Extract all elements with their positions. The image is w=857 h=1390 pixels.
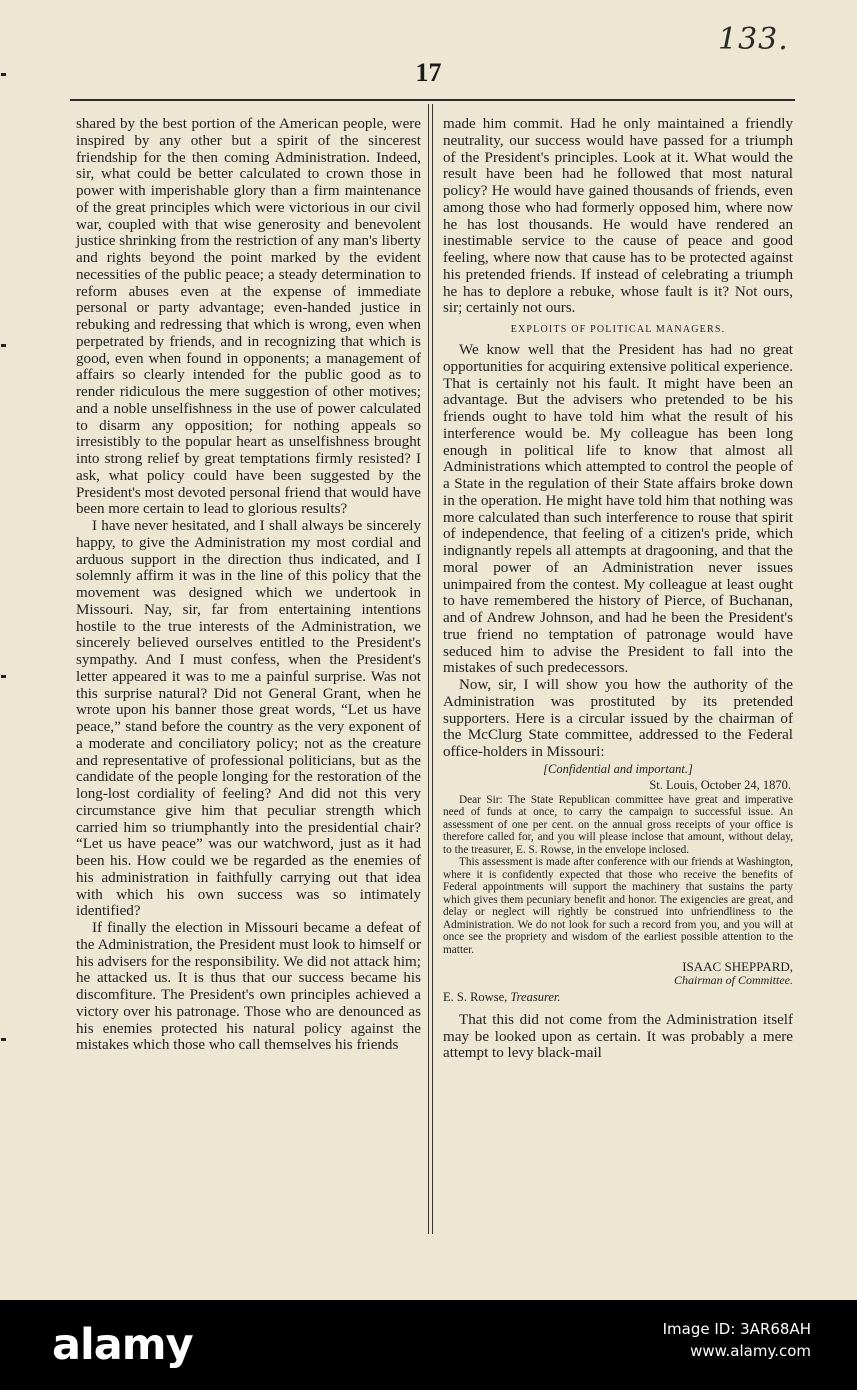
letter-treasurer: [443, 991, 793, 1004]
left-paragraph-2: I have never hesitated, and I shall always be sincerely happy, to give the Administration my most cordial and arduous support in the direction thus indicated, and I solemnly affirm it was in the line of this policy that the movement was designed which we undertook in Missouri. Nay, sir, far from entertaining intentions hostile to the true interests of the Administration, we sincerely believed ourselves entitled to the President's sympathy. And I must confess, when the President's letter appeared it was to me a painful surprise. Was not this surprise natural? Did not General Grant, when he wrote upon his banner those great words, “Let us have peace,” stand before the country as the very exponent of a moderate and conciliatory policy; not as the creature and representative of professional politicians, but as the candidate of the people longing for the restoration of the long-lost cordiality of feeling? And did not this very circumstance give him that peculiar strength which carried him so triumphantly into the presidential chair? “Let us have peace” was our watchword, just as it had been his. How could we be regarded as the enemies of his administration in faithfully carrying out that idea with which his own success was so intimately identified?: [76, 518, 421, 920]
handwritten-page-number: 133.: [718, 22, 789, 57]
margin-mark: [1, 1038, 6, 1041]
letter-dateline: St. Louis, October 24, 1870.: [649, 778, 791, 793]
left-column: [76, 116, 421, 1054]
treasurer-role: Treasurer.: [510, 990, 561, 1005]
site-label: www.alamy.com: [690, 1342, 811, 1360]
watermark-info: [663, 1318, 811, 1362]
right-paragraph-4: That this did not come from the Administration itself may be looked upon as certain. It was probably a mere attempt to levy black-mail: [443, 1011, 793, 1062]
letter-signature: ISAAC SHEPPARD,: [682, 959, 793, 975]
margin-mark: [1, 675, 6, 678]
letter-marking: [Confidential and important.]: [543, 761, 693, 776]
page-number: 17: [415, 58, 442, 87]
right-paragraph-3: Now, sir, I will show you how the authority of the Administration was prostituted by its pretended supporters. Here is a circular issued by the chairman of the McClurg State committee, addressed to the Federal office-holders in Missouri:: [443, 677, 793, 760]
letter-signature-role: Chairman of Committee.: [674, 973, 793, 988]
letter-body-1-text: The State Republican committee have great and imperative need of funds at once, to carry the campaign to successful issue. An assessment of one per cent. on the annual gross receipts of your office is therefore called for, and you will please inclose that amount, without delay, to the treasurer, E. S. Rowse, in the envelope inclosed.: [443, 793, 793, 856]
watermark-brand: alamy: [52, 1320, 193, 1370]
left-paragraph-3: If finally the election in Missouri became a defeat of the Administration, the President must look to himself or his advisers for the responsibility. We did not attack him; he attacked us. It is thus that our success became his discomfiture. The President's own principles achieved a victory over his patronage. Those who are denounced as his enemies protected his natural policy against the mistakes which those who call themselves his friends: [76, 920, 421, 1054]
left-paragraph-1: shared by the best portion of the American people, were inspired by any other but a spirit of the sincerest friendship for the then coming Administration. Indeed, sir, what could be better calculated to crown those in power with imperishable glory than a firm maintenance of the great principles which were victorious in our civil war, coupled with that wise generosity and benevolent justice shrinking from the restriction of any man's liberty and rights beyond the point marked by the evident necessities of the public peace; a steady determination to reform abuses even at the expense of immediate personal or party advantage; even-handed justice in rebuking and redressing that which is wrong, even when perpetrated by friends, and in recognizing that which is good, even when found in opponents; a management of affairs so clearly intended for the public good as to render ridiculous the mere suggestion of other motives; and a noble unselfishness in the use of power calculated to disarm any opposition; for nothing appeals so irresistibly to the popular heart as unselfishness brought into strong relief by great temptations firmly resisted? I ask, what policy could have been suggested by the President's most devoted personal friend that would have been more certain to lead to glorious results?: [76, 116, 421, 518]
right-paragraph-2: We know well that the President has had no great opportunities for acquiring extensive political experience. That is certainly not his fault. It might have been an advantage. But the advisers who pretended to be his friends ought to have told him what the result of his interference would be. My colleague has been long enough in political life to know that almost all Administrations which attempted to control the people of a State in the regulation of their State affairs broke down in the operation. He might have told him that nothing was more calculated than such interference to rouse that spirit of independence, that feeling of a citizen's pride, which indignantly repels all attempts at dragooning, and that the moral power of an Administration never issues unimpaired from the contest. My colleague at least ought to have remembered the history of Pierce, of Buchanan, and of Andrew Johnson, and had he been the President's true friend no temptation of patronage would have seduced him to advise the President to fall into the mistakes of such predecessors.: [443, 342, 793, 677]
letter-body-1: [443, 794, 793, 857]
right-column: [443, 116, 793, 1062]
header-rule: [70, 99, 795, 101]
treasurer-name: E. S. Rowse,: [443, 990, 508, 1005]
margin-mark: [1, 73, 6, 76]
right-paragraph-1: made him commit. Had he only maintained a friendly neutrality, our success would have passed for a triumph of the President's principles. Look at it. What would the result have been had he followed that most natural policy? He would have gained thousands of friends, even among those who had formerly opposed him, where now he has lost thousands. He would have rendered an inestimable service to the cause of peace and good feeling, where now that cause has to be protected against his pretended friends. If instead of celebrating a triumph he has to deplore a rebuke, whose fault is it? Not ours, sir; certainly not ours.: [443, 116, 793, 317]
letter-salutation: Dear Sir:: [459, 793, 503, 806]
section-heading: EXPLOITS OF POLITICAL MANAGERS.: [510, 324, 726, 335]
letter-body-2: This assessment is made after conference with our friends at Washington, where it is confidently expected that those who receive the benefits of Federal appointments will support the machinery that sustains the party which gives them pecuniary benefit and honor. The exigencies are great, and delay or neglect will rightly be construed into unfriendliness to the Administration. We do not look for such a record from you, and you will at once see the propriety and wisdom of the earliest possible attention to the matter.: [443, 856, 793, 956]
margin-mark: [1, 344, 6, 347]
column-divider: [428, 104, 433, 1234]
circular-letter: [443, 763, 793, 1004]
image-id-label: Image ID: 3AR68AH: [662, 1320, 811, 1338]
